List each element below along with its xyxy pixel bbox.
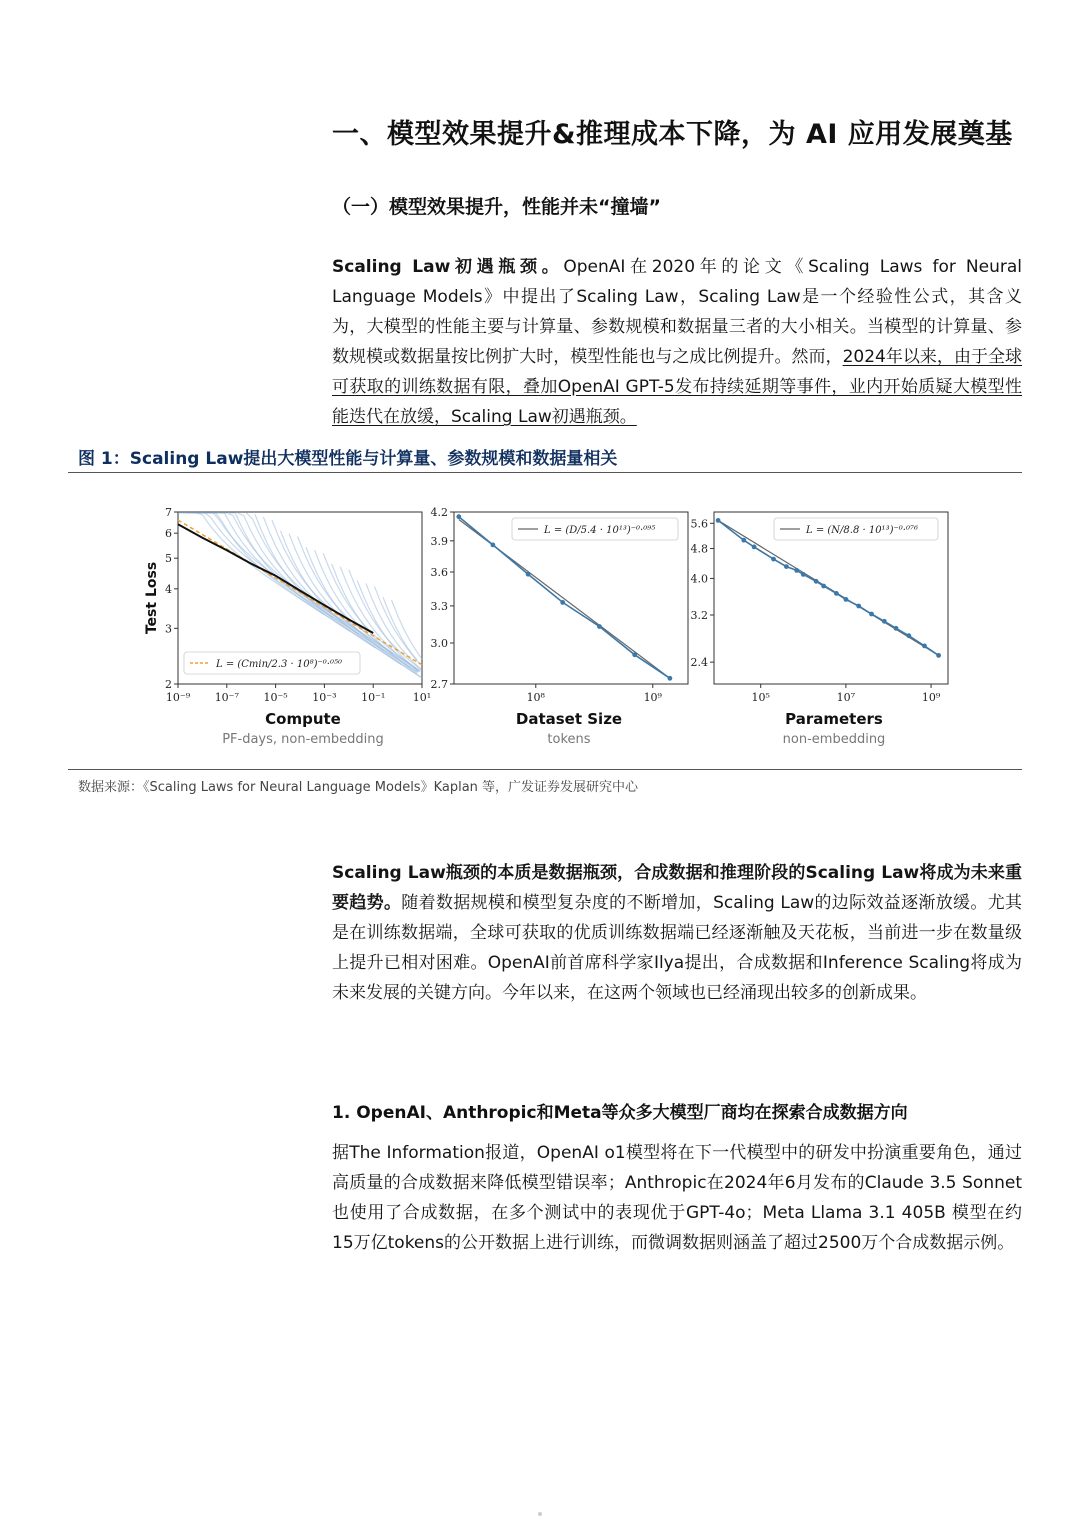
x-tick-label: 10⁻⁵ [263, 691, 288, 704]
x-tick-label: 10⁷ [836, 691, 856, 704]
paragraph-body: 据The Information报道，OpenAI o1模型将在下一代模型中的研发中扮演重要角色，通过高质量的合成数据来降低模型错误率；Anthropic在2024年6月发布的Claude 3.5 Sonnet也使用了合成数据，在多个测试中的表现优于GPT-4o；Meta Llama 3.1 405B 模型在约15万亿tokens的公开数据上进行训练，而微调数据则涵盖了超过2500万个合成数据示例。 [332, 1143, 1022, 1253]
dataset-plot-svg [424, 502, 694, 752]
data-point [560, 600, 565, 605]
data-point [856, 604, 861, 609]
legend-label: L = (Cmin/2.3 · 10⁸)⁻⁰·⁰⁵⁰ [216, 659, 342, 670]
x-axis-sublabel: PF-days, non-embedding [222, 732, 384, 747]
x-tick-label: 10⁵ [751, 691, 770, 704]
x-tick-label: 10⁻³ [312, 691, 337, 704]
x-axis-label: Compute [265, 710, 341, 728]
data-point [752, 545, 757, 550]
data-point [869, 612, 874, 617]
y-tick-label: 4.2 [430, 506, 448, 519]
data-point [784, 564, 789, 569]
x-tick-label: 10⁻⁹ [165, 691, 191, 704]
compute-plot-svg [138, 502, 432, 752]
data-point [844, 597, 849, 602]
figure-source: 数据来源：《Scaling Laws for Neural Language Models》Kaplan 等，广发证券发展研究中心 [78, 780, 639, 795]
data-point [801, 572, 806, 577]
legend-label: L = (D/5.4 · 10¹³)⁻⁰·⁰⁹⁵ [544, 525, 656, 536]
y-tick-label: 5 [165, 552, 172, 566]
figure-top-rule [68, 472, 1022, 473]
x-axis-sublabel: tokens [547, 732, 591, 747]
y-tick-label: 2.4 [690, 656, 708, 670]
paragraph-body: 随着数据规模和模型复杂度的不断增加，Scaling Law的边际效益逐渐放缓。尤其是在训练数据端，全球可获取的优质训练数据端已经逐渐触及天花板，当前进一步在数量级上提升已相对困难。OpenAI前首席科学家Ilya提出，合成数据和Inference Scaling将成为未来发展的关键方向。今年以来，在这两个领域也已经涌现出较多的创新成果。 [332, 893, 1023, 1003]
x-axis-label: Dataset Size [515, 710, 623, 728]
chart-dataset-size [424, 502, 694, 752]
x-tick-label: 10⁻⁷ [214, 691, 239, 704]
section-title: 一、模型效果提升&推理成本下降，为 AI 应用发展奠基 [332, 119, 1013, 150]
data-point [632, 652, 637, 657]
data-point [491, 543, 496, 548]
data-point [834, 591, 839, 596]
section-subtitle: （一）模型效果提升，性能并未“撞墙” [332, 196, 661, 218]
data-point [597, 624, 602, 629]
x-axis-sublabel: non-embedding [782, 732, 886, 747]
figure-caption: 图 1：Scaling Law提出大模型性能与计算量、参数规模和数据量相关 [78, 449, 618, 469]
y-tick-label: 4 [165, 582, 172, 596]
y-axis-label: Test Loss [144, 561, 160, 635]
data-point [821, 584, 826, 589]
data-point [906, 633, 911, 638]
training-curve [187, 513, 333, 618]
y-tick-label: 5.6 [690, 517, 708, 531]
y-tick-label: 3.9 [430, 534, 448, 548]
y-tick-label: 3.3 [430, 599, 448, 613]
underlined-text: 2024年以来，由于全球可获取的训练数据有限，叠加OpenAI GPT-5发布持续延期等事件，业内开始质疑大模型性能迭代在放缓，Scaling Law初遇瓶颈。 [332, 347, 1023, 427]
paragraph-scaling-law [332, 252, 1022, 432]
paragraph-synthetic-data [332, 1138, 1022, 1258]
y-tick-label: 6 [165, 527, 172, 541]
paragraph-body: OpenAI在2020年的论文《Scaling Laws for Neural Language Models》中提出了Scaling Law，Scaling Law是一个经验性公式，其含义为，大模型的性能主要与计算量、参数规模和数据量三者的大小相关。当模型的计算量、参数规模或数据量按比例扩大时，模型性能也与之成比例提升。然而， [332, 257, 1022, 367]
y-tick-label: 3 [165, 622, 172, 636]
y-tick-label: 3.0 [430, 636, 448, 650]
chart-compute [138, 502, 432, 752]
y-tick-label: 7 [165, 506, 172, 519]
paragraph-lead: Scaling Law初遇瓶颈。 [332, 257, 564, 277]
chart-parameters [688, 502, 958, 752]
data-point [716, 518, 721, 523]
data-point [894, 626, 899, 631]
y-tick-label: 2.7 [430, 678, 448, 691]
paragraph-lead: Scaling Law瓶颈的本质是数据瓶颈，合成数据和推理阶段的Scaling Law将成为未来重要趋势。 [332, 863, 1022, 913]
data-point [794, 568, 799, 573]
y-tick-label: 4.0 [690, 572, 708, 586]
paragraph-data-bottleneck [332, 858, 1022, 1008]
y-tick-label: 2 [165, 678, 172, 691]
data-point [814, 579, 819, 584]
legend-label: L = (N/8.8 · 10¹³)⁻⁰·⁰⁷⁶ [806, 525, 918, 536]
y-tick-label: 4.8 [690, 542, 708, 556]
data-point [668, 676, 673, 681]
y-tick-label: 3.2 [690, 608, 708, 622]
data-point [771, 557, 776, 562]
parameters-plot-svg [688, 502, 958, 752]
x-tick-label: 10¹ [412, 691, 432, 704]
subsection-title: 1. OpenAI、Anthropic和Meta等众多大模型厂商均在探索合成数据方向 [332, 1103, 908, 1123]
data-point [882, 619, 887, 624]
x-tick-label: 10⁹ [921, 691, 941, 704]
x-tick-label: 10⁻¹ [361, 691, 386, 704]
y-tick-label: 3.6 [430, 566, 448, 580]
page-marker [538, 1512, 542, 1516]
data-point [741, 538, 746, 543]
data-point [526, 572, 531, 577]
data-point [456, 514, 461, 519]
x-axis-label: Parameters [785, 710, 883, 728]
x-tick-label: 10⁸ [526, 691, 545, 704]
figure-bottom-rule [68, 769, 1022, 770]
data-point [936, 653, 941, 658]
x-tick-label: 10⁹ [643, 691, 662, 704]
data-point [922, 644, 927, 649]
